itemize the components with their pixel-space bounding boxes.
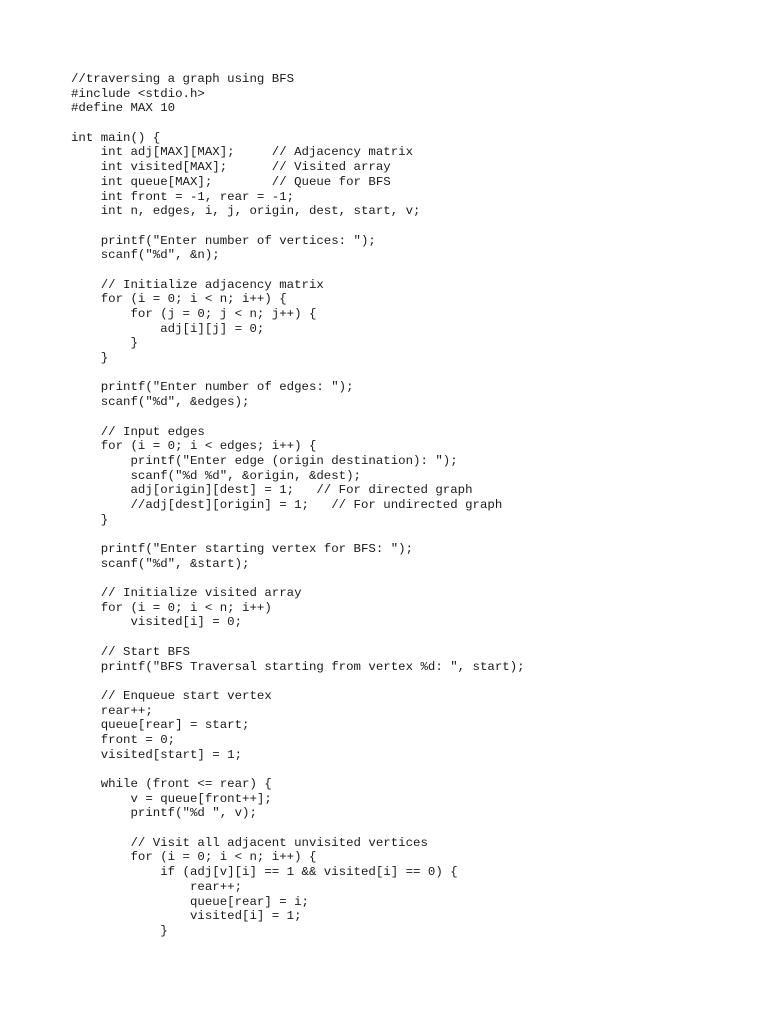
code-line: printf("BFS Traversal starting from vertex %d: ", start); [71, 659, 525, 674]
code-line: } [71, 512, 109, 527]
code-line: } [71, 351, 109, 366]
code-line: // Initialize visited array [71, 586, 302, 601]
code-line: printf("Enter edge (origin destination): "); [71, 453, 458, 468]
code-line [71, 630, 525, 645]
code-line: while (front <= rear) { [71, 777, 272, 791]
code-line: int n, edges, i, j, origin, dest, start, v; [71, 204, 421, 219]
code-line: if (adj[v][i] == 1 && visited[i] == 0) { [71, 865, 458, 880]
code-line: rear++; [71, 879, 243, 894]
code-line: // Start BFS [71, 644, 190, 659]
code-line: for (i = 0; i < edges; i++) { [71, 439, 317, 454]
code-line [71, 571, 525, 586]
code-line [71, 527, 525, 542]
code-line: for (i = 0; i < n; i++) [71, 600, 272, 615]
code-line: rear++; [71, 703, 153, 718]
code-line: //adj[dest][origin] = 1; // For undirected graph [71, 497, 503, 512]
code-line: scanf("%d", &edges); [71, 395, 250, 410]
code-line: // Input edges [71, 424, 205, 439]
code-listing [71, 72, 525, 939]
code-line: int main() { [71, 130, 161, 145]
code-line: // Initialize adjacency matrix [71, 277, 324, 292]
code-line: front = 0; [71, 732, 176, 747]
code-line: scanf("%d %d", &origin, &dest); [71, 468, 361, 483]
code-line: printf("Enter number of edges: "); [71, 380, 354, 395]
code-line: for (j = 0; j < n; j++) { [71, 307, 317, 321]
code-line [71, 366, 525, 381]
code-line: // Enqueue start vertex [71, 688, 272, 703]
code-line: printf("%d ", v); [71, 806, 257, 821]
code-line: queue[rear] = i; [71, 894, 309, 909]
code-line [71, 410, 525, 425]
code-line [71, 263, 525, 278]
code-line [71, 219, 525, 234]
code-line: for (i = 0; i < n; i++) { [71, 292, 287, 307]
code-line: queue[rear] = start; [71, 718, 250, 733]
code-line: printf("Enter number of vertices: "); [71, 233, 376, 248]
code-line: printf("Enter starting vertex for BFS: "); [71, 542, 414, 556]
code-line [71, 674, 525, 689]
code-line: v = queue[front++]; [71, 791, 272, 806]
code-line: adj[origin][dest] = 1; // For directed graph [71, 483, 473, 498]
code-line: visited[i] = 0; [71, 615, 243, 630]
code-line [71, 821, 525, 836]
code-line: #include <stdio.h> [71, 86, 205, 101]
code-line [71, 116, 525, 131]
code-line: visited[start] = 1; [71, 747, 243, 762]
code-line: for (i = 0; i < n; i++) { [71, 850, 317, 865]
code-line: adj[i][j] = 0; [71, 321, 265, 336]
code-line: scanf("%d", &start); [71, 556, 250, 571]
code-line: int queue[MAX]; // Queue for BFS [71, 174, 391, 189]
code-line: } [71, 336, 138, 351]
code-line: visited[i] = 1; [71, 909, 302, 924]
code-line: int visited[MAX]; // Visited array [71, 160, 391, 175]
code-line: scanf("%d", &n); [71, 248, 220, 263]
code-line: //traversing a graph using BFS [71, 72, 295, 86]
code-line [71, 762, 525, 777]
code-line: } [71, 923, 168, 938]
code-line: int adj[MAX][MAX]; // Adjacency matrix [71, 145, 414, 160]
code-line: #define MAX 10 [71, 101, 176, 116]
code-line: int front = -1, rear = -1; [71, 189, 295, 204]
code-line: // Visit all adjacent unvisited vertices [71, 835, 428, 850]
